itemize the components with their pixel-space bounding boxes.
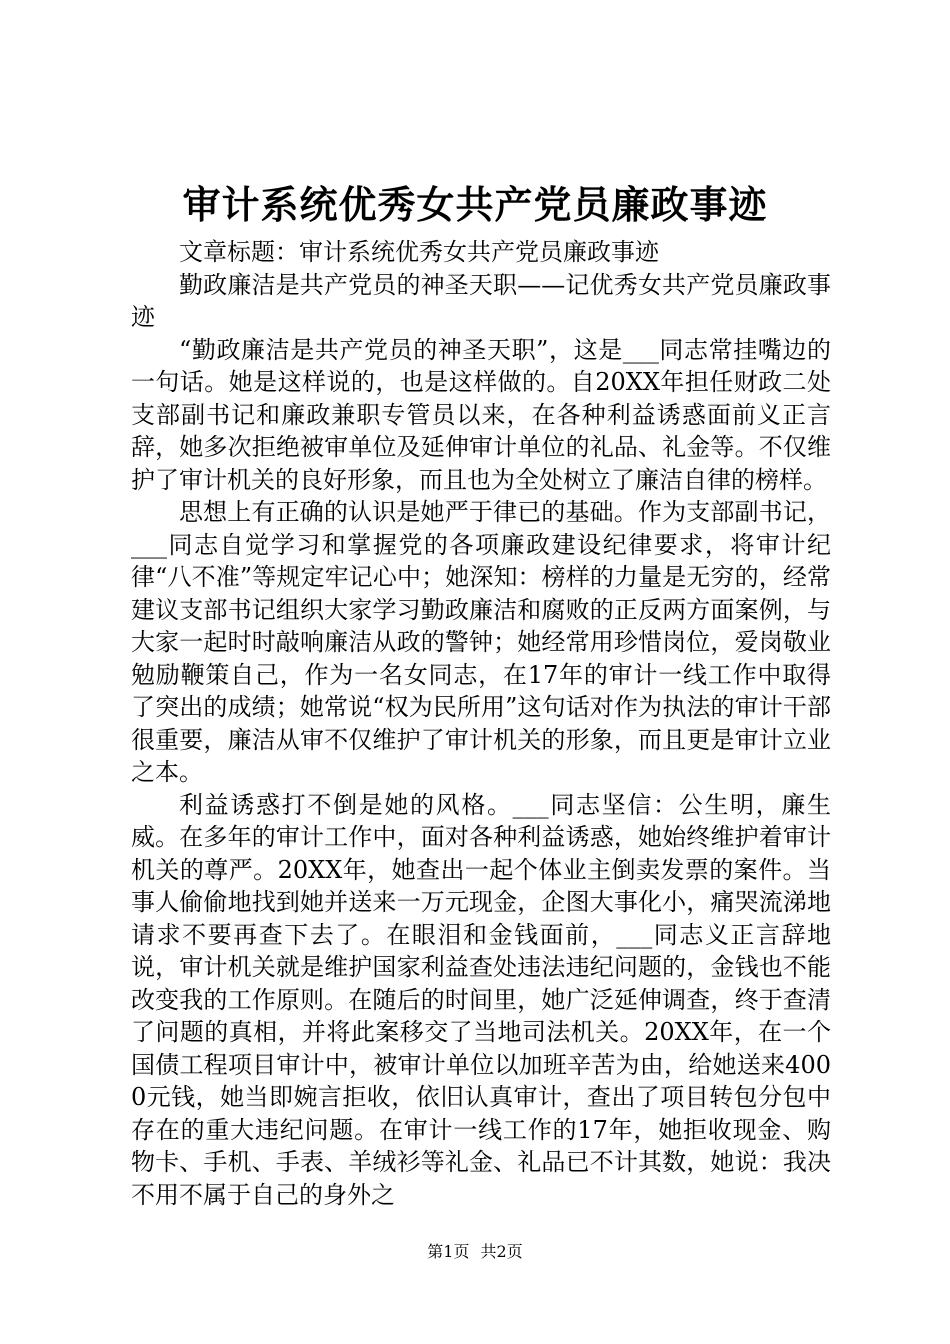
- subtitle-paragraph: 勤政廉洁是共产党员的神圣天职——记优秀女共产党员廉政事迹: [131, 270, 831, 331]
- article-title-line: 文章标题：审计系统优秀女共产党员廉政事迹: [179, 238, 659, 266]
- page-number: 第1页: [427, 1242, 470, 1261]
- page-count: 共2页: [480, 1242, 523, 1261]
- body-paragraph: 利益诱惑打不倒是她的风格。___同志坚信：公生明，廉生威。在多年的审计工作中，面对各种利益诱惑，她始终维护着审计机关的尊严。20XX年，她查出一起个体业主倒卖发票的案件。当事人偷偷地找到她并送来一万元现金，企图大事化小，痛哭流涕地请求不要再查下去了。在眼泪和金钱面前，___同志义正言辞地说，审计机关就是维护国家利益查处违法违纪问题的，金钱也不能改变我的工作原则。在随后的时间里，她广泛延伸调查，终于查清了问题的真相，并将此案移交了当地司法机关。20XX年，在一个国债工程项目审计中，被审计单位以加班辛苦为由，给她送来4000元钱，她当即婉言拒收，依旧认真审计，查出了项目转包分包中存在的重大违纪问题。在审计一线工作的17年，她拒收现金、购物卡、手机、手表、羊绒衫等礼金、礼品已不计其数，她说：我决不用不属于自己的身外之: [131, 790, 831, 1209]
- body-paragraph: “勤政廉洁是共产党员的神圣天职”，这是___同志常挂嘴边的一句话。她是这样说的，也是这样做的。自20XX年担任财政二处支部副书记和廉政兼职专管员以来，在各种利益诱惑面前义正言辞，她多次拒绝被审单位及延伸审计单位的礼品、礼金等。不仅维护了审计机关的良好形象，而且也为全处树立了廉洁自律的榜样。: [131, 335, 831, 494]
- body-paragraph: 思想上有正确的认识是她严于律已的基础。作为支部副书记，___同志自觉学习和掌握党的各项廉政建设纪律要求，将审计纪律“八不准”等规定牢记心中；她深知：榜样的力量是无穷的，经常建议支部书记组织大家学习勤政廉洁和腐败的正反两方面案例，与大家一起时时敲响廉洁从政的警钟；她经常用珍惜岗位，爱岗敬业勉励鞭策自己，作为一名女同志，在17年的审计一线工作中取得了突出的成绩；她常说“权为民所用”这句话对作为执法的审计干部很重要，廉洁从审不仅维护了审计机关的形象，而且更是审计立业之本。: [131, 498, 831, 786]
- page-footer: [0, 1241, 950, 1263]
- document-body: [131, 236, 831, 1211]
- document-title: 审计系统优秀女共产党员廉政事迹: [182, 183, 768, 227]
